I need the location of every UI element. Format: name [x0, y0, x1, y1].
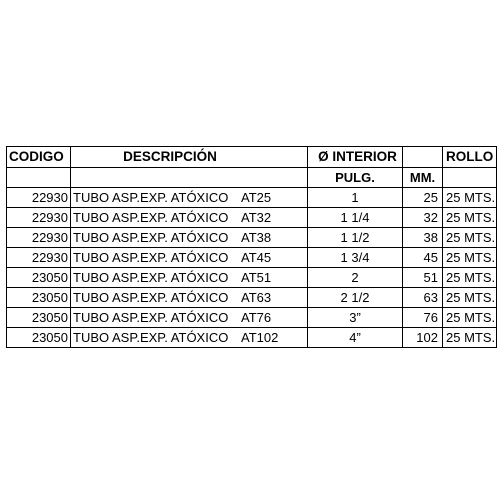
cell-descripcion-modelo: AT38	[241, 229, 272, 245]
cell-pulg: 1 3/4	[308, 248, 403, 268]
cell-descripcion	[71, 268, 308, 288]
product-table-body	[7, 147, 497, 348]
table-row	[7, 328, 497, 348]
cell-codigo: 22930	[7, 208, 71, 228]
header-row-main	[7, 147, 497, 168]
cell-mm: 45	[403, 248, 443, 268]
header-empty-cell	[403, 147, 443, 168]
cell-rollo: 25 MTS.	[443, 328, 497, 348]
table-row	[7, 208, 497, 228]
cell-descripcion	[71, 248, 308, 268]
cell-codigo: 22930	[7, 188, 71, 208]
cell-mm: 102	[403, 328, 443, 348]
table-row	[7, 248, 497, 268]
cell-rollo: 25 MTS.	[443, 308, 497, 328]
cell-rollo: 25 MTS.	[443, 228, 497, 248]
table-row	[7, 288, 497, 308]
header-row-units	[7, 168, 497, 188]
cell-descripcion	[71, 288, 308, 308]
cell-mm: 51	[403, 268, 443, 288]
cell-descripcion	[71, 208, 308, 228]
table-row	[7, 268, 497, 288]
cell-mm: 25	[403, 188, 443, 208]
cell-descripcion-modelo: AT25	[241, 189, 272, 205]
product-table	[6, 146, 497, 348]
cell-descripcion-nombre: TUBO ASP.EXP. ATÓXICO	[73, 329, 229, 345]
cell-pulg: 1 1/2	[308, 228, 403, 248]
cell-descripcion-modelo: AT76	[241, 309, 272, 325]
product-table-sheet	[6, 146, 496, 348]
cell-codigo: 23050	[7, 308, 71, 328]
cell-descripcion-nombre: TUBO ASP.EXP. ATÓXICO	[73, 249, 229, 265]
cell-rollo: 25 MTS.	[443, 208, 497, 228]
cell-descripcion-nombre: TUBO ASP.EXP. ATÓXICO	[73, 309, 229, 325]
cell-codigo: 22930	[7, 248, 71, 268]
cell-rollo: 25 MTS.	[443, 288, 497, 308]
cell-mm: 76	[403, 308, 443, 328]
cell-pulg: 4”	[308, 328, 403, 348]
cell-descripcion	[71, 328, 308, 348]
cell-descripcion-nombre: TUBO ASP.EXP. ATÓXICO	[73, 229, 229, 245]
cell-descripcion-modelo: AT45	[241, 249, 272, 265]
cell-descripcion	[71, 308, 308, 328]
cell-descripcion-nombre: TUBO ASP.EXP. ATÓXICO	[73, 289, 229, 305]
cell-descripcion-modelo: AT102	[241, 329, 279, 345]
table-row	[7, 188, 497, 208]
cell-descripcion-modelo: AT51	[241, 269, 272, 285]
header-pulg: PULG.	[308, 168, 403, 188]
cell-codigo: 23050	[7, 288, 71, 308]
table-row	[7, 308, 497, 328]
table-row	[7, 228, 497, 248]
cell-codigo: 23050	[7, 328, 71, 348]
cell-pulg: 2 1/2	[308, 288, 403, 308]
cell-mm: 63	[403, 288, 443, 308]
header-units-empty-rollo	[443, 168, 497, 188]
header-codigo: CODIGO	[7, 147, 71, 168]
cell-descripcion-modelo: AT63	[241, 289, 272, 305]
cell-descripcion-modelo: AT32	[241, 209, 272, 225]
cell-descripcion-nombre: TUBO ASP.EXP. ATÓXICO	[73, 269, 229, 285]
cell-descripcion	[71, 188, 308, 208]
cell-pulg: 1 1/4	[308, 208, 403, 228]
cell-descripcion-nombre: TUBO ASP.EXP. ATÓXICO	[73, 189, 229, 205]
cell-codigo: 23050	[7, 268, 71, 288]
cell-pulg: 1	[308, 188, 403, 208]
cell-mm: 32	[403, 208, 443, 228]
header-units-empty-descripcion	[71, 168, 308, 188]
cell-pulg: 2	[308, 268, 403, 288]
cell-rollo: 25 MTS.	[443, 268, 497, 288]
cell-descripcion-nombre: TUBO ASP.EXP. ATÓXICO	[73, 209, 229, 225]
cell-mm: 38	[403, 228, 443, 248]
header-rollo: ROLLO	[443, 147, 497, 168]
cell-rollo: 25 MTS.	[443, 248, 497, 268]
cell-rollo: 25 MTS.	[443, 188, 497, 208]
header-diametro-interior: Ø INTERIOR	[308, 147, 403, 168]
header-units-empty-codigo	[7, 168, 71, 188]
cell-pulg: 3”	[308, 308, 403, 328]
header-descripcion: DESCRIPCIÓN	[71, 147, 308, 168]
cell-descripcion	[71, 228, 308, 248]
cell-codigo: 22930	[7, 228, 71, 248]
header-mm: MM.	[403, 168, 443, 188]
